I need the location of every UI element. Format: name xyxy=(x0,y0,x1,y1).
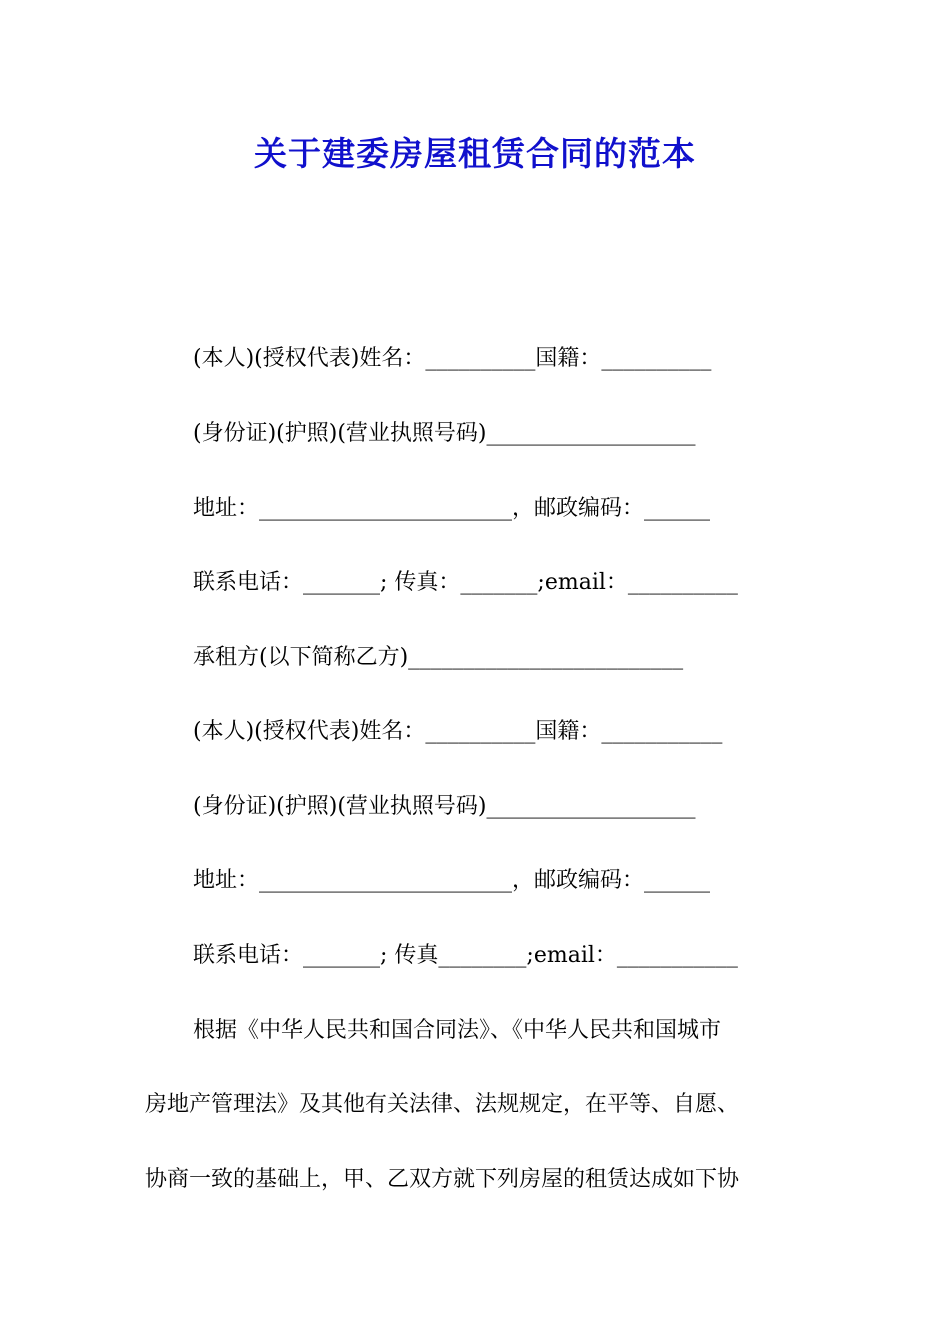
body-paragraph-line-1: 根据《中华人民共和国合同法》、《中华人民共和国城市 xyxy=(193,1018,722,1043)
body-paragraph-line-3: 协商一致的基础上，甲、乙双方就下列房屋的租赁达成如下协 xyxy=(145,1167,740,1192)
lessee-heading-line: 承租方(以下简称乙方)_________________________ xyxy=(193,645,684,670)
party-b-address-line: 地址：_______________________，邮政编码：______ xyxy=(193,868,711,893)
body-paragraph-line-2: 房地产管理法》及其他有关法律、法规规定，在平等、自愿、 xyxy=(145,1092,740,1117)
document-title: 关于建委房屋租赁合同的范本 xyxy=(254,134,696,173)
party-a-id-line: (身份证)(护照)(营业执照号码)___________________ xyxy=(193,421,696,446)
party-a-address-line: 地址：_______________________，邮政编码：______ xyxy=(193,496,711,521)
party-b-contact-line: 联系电话：_______; 传真________;email：___________ xyxy=(193,943,738,968)
party-a-contact-line: 联系电话：_______; 传真：_______;email：__________ xyxy=(193,570,738,595)
party-b-id-line: (身份证)(护照)(营业执照号码)___________________ xyxy=(193,794,696,819)
party-a-name-nationality-line: (本人)(授权代表)姓名：__________国籍：__________ xyxy=(193,346,712,371)
party-b-name-nationality-line: (本人)(授权代表)姓名：__________国籍：___________ xyxy=(193,719,723,744)
